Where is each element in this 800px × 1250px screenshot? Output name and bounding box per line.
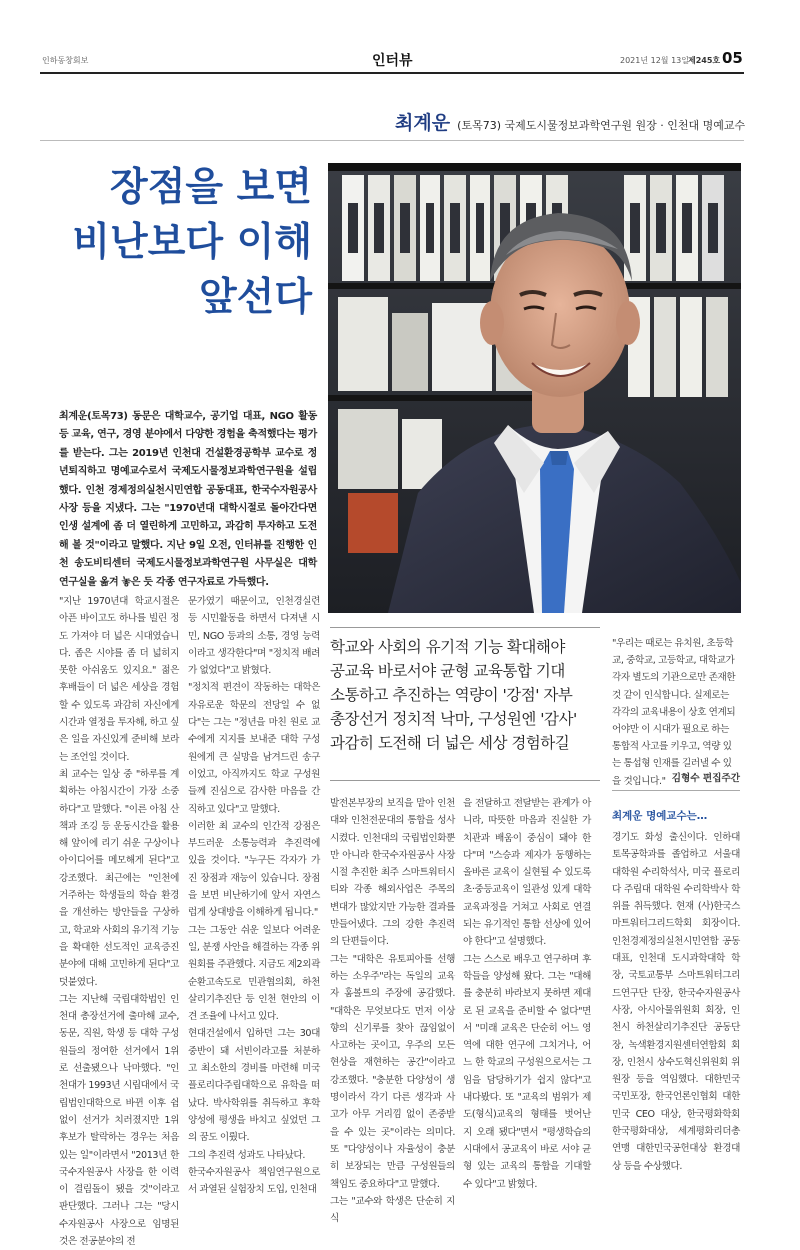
editor-credit: 김형수 편집주간 [671, 773, 740, 784]
paragraph: "정치적 편견이 작동하는 대학은 자유로운 학문의 전당일 수 없다"는 그는 "정년을 마친 원로 교수에게 지지를 보내준 대학 구성원에게 큰 실망을 남겨드린 송구이었고, 아직까지도 학교 구성원들께 진심으로 감사한 마음을 간직하고 있다"고 말했다. [188, 682, 320, 815]
pullquote-line: 총장선거 정치적 낙마, 구성원엔 '감사' [330, 710, 577, 728]
pullquote-rule-bottom [330, 780, 600, 781]
paragraph: 을 전달하고 전달받는 관계가 아니라, 따뜻한 마음과 진실한 가치관과 배움이 중심이 돼야 한다"며 "스승과 제자가 동행하는 올바른 교육이 실현될 수 있도록 초·중등교육이 일관성 있게 대학교육과정을 거쳐고 사회로 연결되는 유기적인 통합 선상에 있어야 한다"고 설명했다. [463, 798, 591, 948]
pullquote-rule-top [330, 627, 600, 628]
byline-rule [40, 140, 744, 141]
paragraph: 발전본부장의 보직을 맡아 인천대와 인천전문대의 통합을 성사시켰다. 인천대의 국립법인화뿐만 아니라 한국수자원공사 사장 시절 추진한 최주 스마트워터시티와 각종 해외사업은 주목의 변대가 많았지만 가능한 결과를 만들어냈다. 그의 강한 추진력의 단편들이다. [330, 798, 455, 948]
paragraph: 그는 "교수와 학생은 단순히 지식 [330, 1195, 455, 1225]
byline [395, 108, 745, 135]
paragraph: 현대건설에서 입하던 그는 30대 중반이 돼 서빈이라고를 처분하고 최소한의 경비를 마련해 미국 플로리다주립대학으로 유학을 떠났다. 박사학위를 취득하고 후학 양성에 평생을 바치고 싶었던 그의 꿈도 이뤘다. [188, 1028, 320, 1144]
pullquote-line: 과감히 도전해 더 넓은 세상 경험하길 [330, 734, 570, 752]
side-rule [612, 790, 740, 791]
pullquote-line: 공교육 바로서야 균형 교육통합 기대 [330, 662, 565, 680]
paragraph: 이러한 최 교수의 인간적 강점은 부드러운 소통능력과 추진력에 있을 것이다. "누구든 각자가 가진 장점과 재능이 있습니다. 장점을 보면 비난하기에 앞서 자연스럽게 상대방을 이해하게 됩니다." [188, 820, 320, 919]
paragraph: 문가였기 때문이고, 인천경실련 등 시민활동을 하면서 다져낸 시민, NGO 등과의 소통, 경영 능력이라고 생각한다"며 "정치적 배려가 없었다"고 밝혔다. [188, 596, 320, 677]
paragraph: 한국수자원공사 책임연구원으로서 과열된 실험장치 도입, 인천대 [188, 1166, 320, 1196]
lead-paragraph: 최계운(토목73) 동문은 대학교수, 공기업 대표, NGO 활동 등 교육, 연구, 경영 분야에서 다양한 경험을 축적했다는 평가를 받는다. 그는 2019년 인천대 건설환경공학부 교수로 정년퇴직하고 명예교수로서 국제도시물정보과학연구원을 설립했다. 인천 경제정의실천시민연합 공동대표, 한국수자원공사 사장 등을 지냈다. 그는 "1970년대 대학시절로 돌아간다면 인생 설계에 좀 더 열린하게 고민하고, 과감히 투자하고 도전해 볼 것"이라고 말했다. 지난 9일 오전, 인터뷰를 진행한 인천 송도비티센터 국제도시물정보과학연구원 사무실은 대학 연구실을 옮겨 놓은 듯 각종 연구자료로 가득했다. [59, 411, 317, 588]
portrait-illustration [328, 163, 741, 613]
byline-info: (토목73) 국제도시물정보과학연구원 원장 · 인천대 명예교수 [457, 119, 746, 132]
side-quote: "우리는 때로는 유치원, 초등학교, 중학교, 고등학교, 대학교가 각자 별도의 기관으로만 존재한 것 같이 인식합니다. 실제로는 각각의 교육내용이 상호 연계되어야만 이 시대가 필요로 하는 통합적 사고를 키우고, 역량 있는 통섭형 인재를 길러낼 수 있을 것입니다." [612, 638, 736, 787]
body-column-1 [59, 593, 179, 1247]
body-column-3 [330, 795, 455, 1225]
paragraph: 그의 추진력 성과도 나타났다. [188, 1149, 306, 1161]
header-rule [40, 72, 744, 74]
bio-title: 최계운 명예교수는… [612, 810, 708, 822]
header-issue: 제245호 [688, 56, 721, 65]
paragraph: 그는 "대학은 유토피아를 선행하는 소우주"라는 독일의 교육자 훔볼트의 주장에 공감했다. "대학은 무엇보다도 먼저 이상향의 신기루를 찾아 끊임없이 사고하는 곳이고, 우주의 모든 현상을 재현하는 공간"이라고 강조했다. "충분한 다양성이 생명이라서 각기 다른 생각과 사고가 아무 거리낌 없이 존중받을 수 있는 곳"이라는 의미다. 또 "다양성이나 자율성이 충분히 보장되는 만큼 구성원들의 책임도 중요하다"고 말했다. [330, 953, 455, 1190]
interview-photo [328, 163, 741, 613]
section-title: 인터뷰 [372, 53, 413, 69]
paragraph: 최 교수는 일상 중 "하루를 계획하는 아침시간이 가장 소중하다"고 말했다. "이른 아침 산책과 조깅 등 운동시간을 활용해 앞이에 리기 쉬운 구상이나 아이디어를 메모해게 된다"고 강조했다. 최근에는 "인천에 거주하는 학생들의 학습 환경을 개선하는 방안들을 구상하고, 학교와 사회의 유기적 기능을 확대한 선도적인 교육증진 분야에 대해 고민하게 된다"고 덧붙였다. [59, 768, 179, 988]
header-publication: 인하동창회보 [42, 56, 89, 65]
bio-text: 경기도 화성 출신이다. 인하대 토목공학과를 졸업하고 서울대 대학원 수리학석사, 미국 플로리다 주립대 대학원 수리학박사 학위를 취득했다. 현재 (사)한국스마트워터그리드학회 회장이다. 인천경제정의실천시민연합 공동대표, 인천대 도시과학대학 학장, 국토교통부 스마트워터그리드연구단 단장, 한국수자원공사 사장, 아시아물위원회 회장, 인천시 하천살리기추진단 공동단장, 녹색환경지원센터연합회 회장, 인천시 상수도혁신위원회 위원장 등을 역임했다. 대한민국 국민포장, 한국언론인협회 대한민국 CEO 대상, 한국평화학회 한국평화대상, 세계평화리더총연맹 대한민국공헌대상 환경대상 등을 수상했다. [612, 832, 740, 1172]
header-date: 2021년 12월 13일 [620, 56, 689, 65]
paragraph: "지난 1970년대 학교시절은 아픈 바이고도 하나를 빌린 정도 가져야 더 넓은 시대였습니다. 좁은 시야를 좀 더 넓히지 못한 아쉬움도 있지요." 젊은 후배들이 더 넓은 세상을 경험할 수 있도록 과감히 자신에게 시간과 열정을 투자해, 하고 싶은 일을 자신있게 준비해 보라는 조언일 것이다. [59, 596, 179, 763]
headline-line-3: 앞선다 [198, 275, 312, 320]
paragraph: 그는 지난해 국립대학법인 인천대 총장선거에 출마해 교수, 동문, 직원, 학생 등 대학 구성원들의 정여한 선거에서 1위로 선출됐으나 낙마했다. "인천대가 1993년 시립대에서 국립법인대학으로 바뀐 이후 쉼없이 선거가 치러졌지만 1위 후보가 탈락하는 경우는 처음 있는 일"이라면서 "2013년 한국수자원공사 사장을 한 이력이 결림돌이 됐을 것"이라고 판단했다. 그러나 그는 "당시 수자원공사 사장으로 임명된 것은 전공분야의 전 [59, 993, 179, 1247]
headline [72, 160, 312, 325]
page-number: 05 [722, 49, 743, 67]
headline-line-1: 장점을 보면 [110, 165, 312, 210]
paragraph: 그는 그동안 쉬운 일보다 어려운 일, 분쟁 사안을 해결하는 각종 위원회를 주관했다. 지금도 제2외곽순환고속도로 민관협의회, 하천살리기추진단 등 인천 현안의 이견 조율에 나서고 있다. [188, 924, 320, 1023]
pullquote [330, 635, 600, 755]
body-column-4 [463, 795, 591, 1190]
pullquote-line: 소통하고 추진하는 역량이 '강점' 자부 [330, 686, 573, 704]
body-column-2 [188, 593, 320, 1196]
pullquote-line: 학교와 사회의 유기적 기능 확대해야 [330, 638, 565, 656]
headline-line-2: 비난보다 이해 [72, 220, 312, 265]
paragraph: 그는 스스로 배우고 연구하며 후학들을 양성해 왔다. 그는 "대해를 충분히 바라보지 못하면 제대로 된 교육을 준비할 수 없다"면서 "미래 교육은 단순히 어느 영역에 대한 연구에 그치거나, 어느 한 학교의 구성원으로서는 그 임을 담당하기가 쉽지 않다"고 내다봤다. 또 "교육의 범위가 제도(형식)교육의 형태를 벗어난 지 오래 됐다"면서 "평생학습의 시대에서 공교육이 바로 서야 균형 있는 교육의 통합을 기대할 수 있다"고 밝혔다. [463, 953, 591, 1190]
byline-name: 최계운 [395, 112, 451, 134]
